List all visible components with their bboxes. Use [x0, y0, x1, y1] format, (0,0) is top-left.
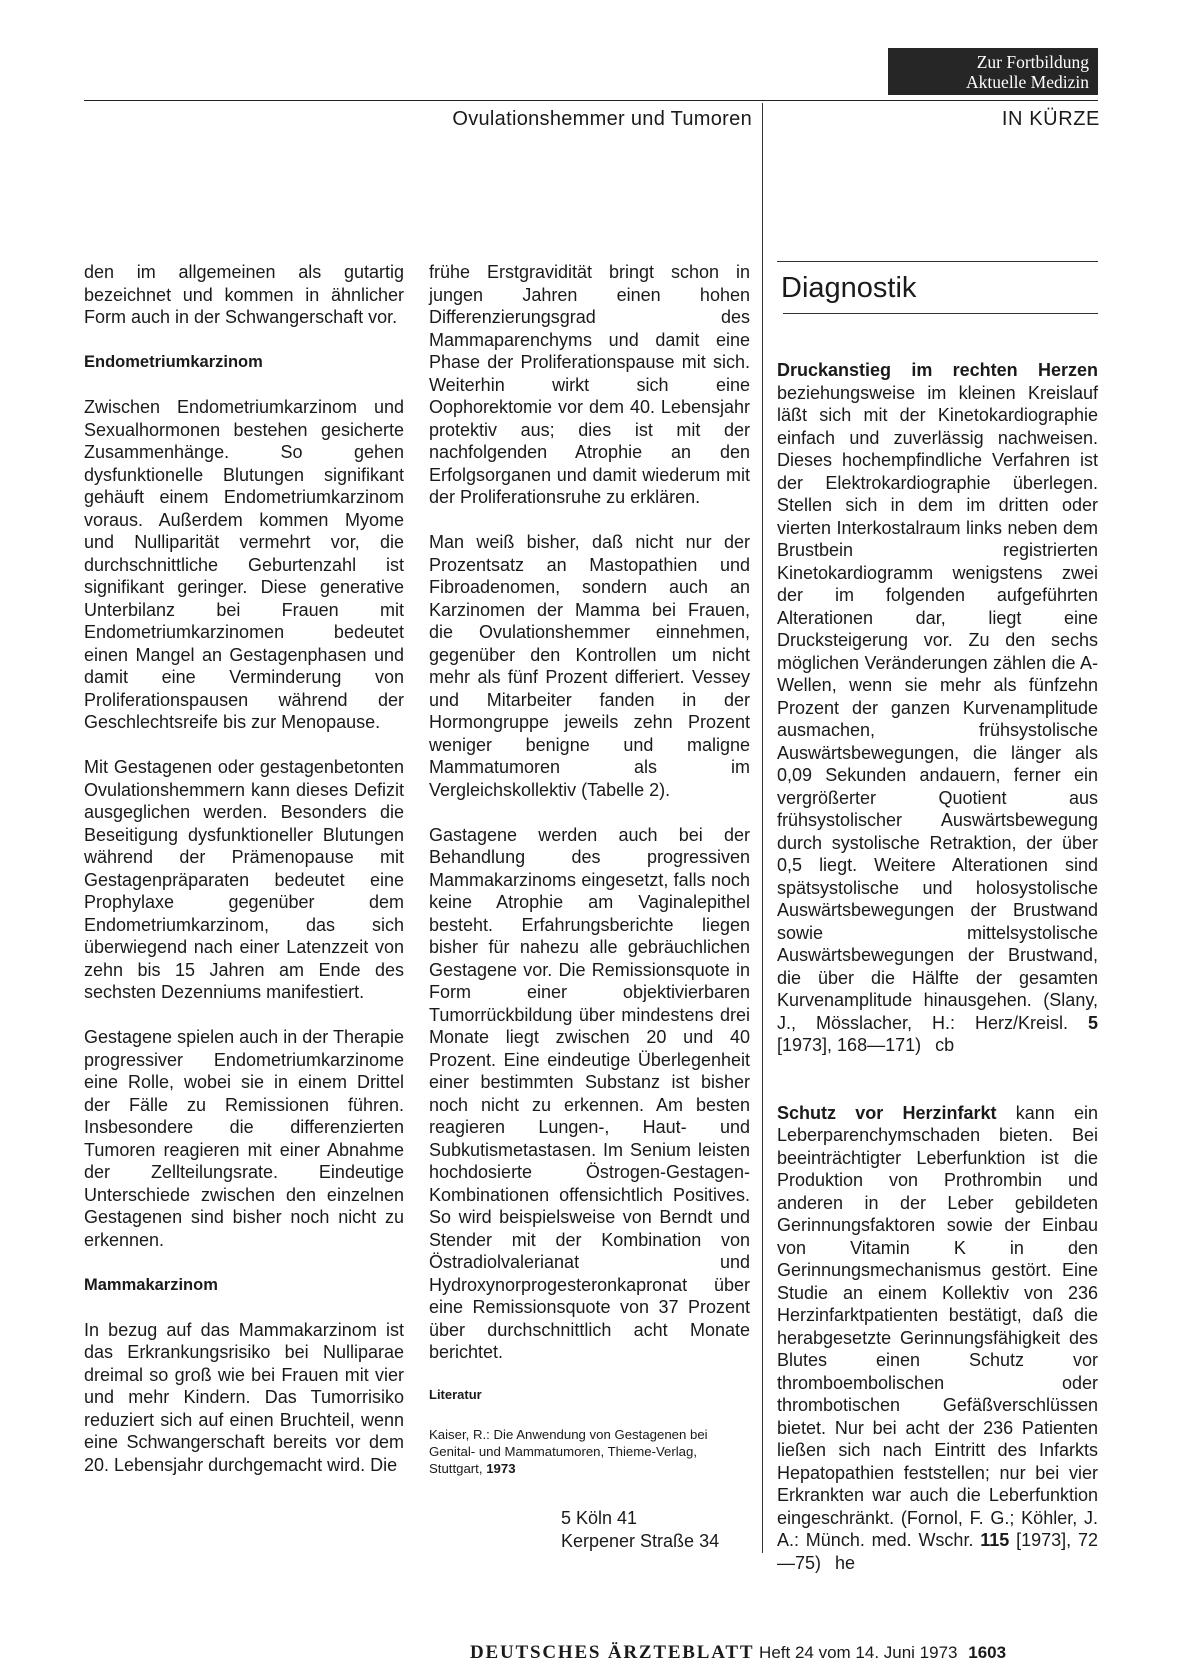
literature-heading: Literatur	[429, 1387, 482, 1402]
column-middle	[429, 261, 750, 1552]
paragraph: frühe Erstgravidität bringt schon in jungen Jahren einen hohen Differenzierungsgrad des Mammaparenchyms und damit eine Phase der Proliferationspause mit sich. Weiterhin wirkt sich eine Oophorektomie vor dem 40. Lebensjahr protektiv aus; dies ist mit der nachfolgenden Atrophie an den Erfolgsorganen und damit wiederum mit der Proliferationsruhe zu erklären.	[429, 262, 750, 507]
subheading-mammakarzinom: Mammakarzinom	[84, 1275, 218, 1294]
section-heading-diagnostik: Diagnostik	[781, 272, 917, 304]
paragraph: Gastagene werden auch bei der Behandlung des progressiven Mammakarzinoms eingesetzt, falls noch keine Atrophie am Vaginalepithel besteht. Erfahrungsberichte liegen bisher für nahezu alle gebräuchlichen Gestagene vor. Die Remissionsquote in Form einer objektivierbaren Tumorrückbildung über mindestens drei Monate liegt zwischen 20 und 40 Prozent. Eine eindeutige Überlegenheit einer bestimmten Substanz ist bisher noch nicht zu erkennen. Am besten reagieren Lungen-, Haut- und Subkutismetastasen. Im Senium leisten hochdosierte Östrogen-Gestagen-Kombinationen offensichtlich Positives. So wird beispielsweise von Berndt und Stender mit der Kombination von Östradiolvalerianat und Hydroxynorprogesteronkapronat über eine Remissionsquote von 37 Prozent über durchschnittlich acht Monate berichtet.	[429, 824, 750, 1362]
subheading-endometriumkarzinom: Endometriumkarzinom	[84, 353, 263, 371]
badge-line-1: Zur Fortbildung	[976, 52, 1089, 72]
running-title: Ovulationshemmer und Tumoren	[452, 108, 752, 130]
issue-info: Heft 24 vom 14. Juni 1973	[759, 1643, 958, 1662]
author-address	[561, 1507, 750, 1552]
column-right	[777, 261, 1098, 1574]
paragraph: Mit Gestagenen oder gestagenbetonten Ovulationshemmern kann dieses Defizit ausgeglichen werden. Besonders die Beseitigung dysfunktioneller Blutungen während der Prämenopause mit Gestagenpräparaten bedeutet eine Prophylaxe gegenüber dem Endometriumkarzinom, das sich überwiegend nach einer Latenzzeit von zehn bis 15 Jahren am Ende des sechsten Dezenniums manifestiert.	[84, 757, 404, 1002]
paragraph: Gestagene spielen auch in der Therapie progressiver Endometriumkarzinome eine Rolle, wobei sie in einem Drittel der Fälle zu Remissionen führen. Insbesondere die differenzierten Tumoren reagieren mit einer Abnahme der Zellteilungsrate. Eindeutige Unterschiede zwischen den einzelnen Gestagenen sind bisher noch nicht zu erkennen.	[84, 1027, 404, 1250]
section-label: IN KÜRZE	[1001, 108, 1100, 130]
section-badge	[888, 48, 1098, 95]
column-left	[84, 261, 404, 1476]
article-body: kann ein Leberparenchymschaden bieten. Bei beeinträchtigter Leberfunktion ist die Produktion von Prothrombin und anderen in der Leber gebildeten Gerinnungsfaktoren sowie der Einbau von Vitamin K in den Gerinnungsmechanismus gestört. Eine Studie an einem Kollektiv von 236 Herzinfarktpatienten bestätigt, daß die herabgesetzte Gerinnungsfähigkeit des Blutes einen Schutz vor thromboembolischen oder thrombotischen Gefäßverschlüssen bietet. Nur bei acht der 236 Patienten ließen sich nach Eintritt des Infarkts Hepatopathien feststellen; nur bei vier Erkrankten war auch die Leberfunktion eingeschränkt. (Fornol, F. G.; Köhler, J. A.: Münch. med. Wschr.	[777, 1102, 1098, 1550]
article-lead: Schutz vor Herzinfarkt	[777, 1102, 997, 1123]
article-herzinfarkt	[777, 1102, 1098, 1575]
paragraph: Man weiß bisher, daß nicht nur der Prozentsatz an Mastopathien und Fibroadenomen, sondern auch an Karzinomen der Mamma bei Frauen, die Ovulationshemmer einnehmen, gegenüber den Kontrollen um nicht mehr als fünf Prozent differiert. Vessey und Mitarbeiter fanden in der Hormongruppe jeweils zehn Prozent weniger benigne und maligne Mammatumoren als im Vergleichskollektiv (Tabelle 2).	[429, 532, 750, 800]
column-divider	[762, 103, 763, 1553]
heading-rule-top	[777, 261, 1098, 262]
header-rule	[84, 100, 1098, 101]
author-signature: cb	[935, 1035, 955, 1055]
journal-name: DEUTSCHES ÄRZTEBLATT	[470, 1642, 755, 1663]
reference-tail: [1973], 168—171)	[777, 1035, 922, 1055]
literature-reference	[429, 1426, 750, 1477]
literature-year: 1973	[486, 1461, 516, 1476]
article-lead: Druckanstieg im rechten Herzen	[777, 360, 1098, 380]
volume-number: 115	[980, 1530, 1010, 1550]
volume-number: 5	[1087, 1012, 1098, 1033]
address-line-2: Kerpener Straße 34	[561, 1530, 720, 1551]
paragraph: Zwischen Endometriumkarzinom und Sexualhormonen bestehen gesicherte Zusammenhänge. So gehen dysfunktionelle Blutungen signifikant gehäuft einem Endometriumkarzinom voraus. Außerdem kommen Myome und Nulliparität vermehrt vor, die durchschnittliche Geburtenzahl ist signifikant geringer. Diese generative Unterbilanz bei Frauen mit Endometriumkarzinomen bedeutet einen Mangel an Gestagenphasen und damit eine Verminderung von Proliferationspausen während der Geschlechtsreife bis zur Menopause.	[84, 397, 404, 732]
badge-line-2: Aktuelle Medizin	[966, 72, 1089, 92]
author-signature: he	[835, 1552, 856, 1573]
paragraph: In bezug auf das Mammakarzinom ist das Erkrankungsrisiko bei Nulliparae dreimal so groß wie bei Frauen mit vier und mehr Kindern. Das Tumorrisiko reduziert sich auf einen Bruchteil, wenn eine Schwangerschaft bereits vor dem 20. Lebensjahr durchgemacht wird. Die	[84, 1319, 404, 1475]
article-druckanstieg	[777, 359, 1098, 1057]
reference-tail: [1973], 72—75)	[777, 1530, 1098, 1573]
page-number: 1603	[968, 1643, 1007, 1662]
literature-text: Kaiser, R.: Die Anwendung von Gestagenen bei Genital- und Mammatumoren, Thieme-Verlag, Stuttgart,	[429, 1427, 708, 1476]
page-footer	[470, 1642, 1100, 1664]
article-body: beziehungsweise im kleinen Kreislauf läßt sich mit der Kinetokardiographie einfach und zuverlässig nachweisen. Dieses hochempfindliche Verfahren ist der Elektrokardiographie überlegen. Stellen sich in dem im dritten oder vierten Interkostalraum links neben dem Brustbein registrierten Kinetokardiogramm wenigstens zwei der im folgenden aufgeführten Alterationen dar, liegt eine Drucksteigerung vor. Zu den sechs möglichen Veränderungen zählen die A-Wellen, wenn sie mehr als fünfzehn Prozent der ganzen Kurvenamplitude ausmachen, frühsystolische Auswärtsbewegungen, die länger als 0,09 Sekunden andauern, ferner ein vergrößerter Quotient aus frühsystolischer Auswärtsbewegung durch systolische Retraktion, der über 0,5 liegt. Weitere Alterationen sind spätsystolische und holosystolische Auswärtsbewegungen der Brustwand sowie mittelsystolische Auswärtsbewegungen der Brustwand, die über die Hälfte der gesamten Kurvenamplitude hinausgehen. (Slany, J., Mösslacher, H.: Herz/Kreisl.	[777, 382, 1098, 1033]
paragraph: den im allgemeinen als gutartig bezeichnet und kommen in ähnlicher Form auch in der Schwangerschaft vor.	[84, 262, 404, 327]
address-line-1: 5 Köln 41	[561, 1508, 638, 1528]
